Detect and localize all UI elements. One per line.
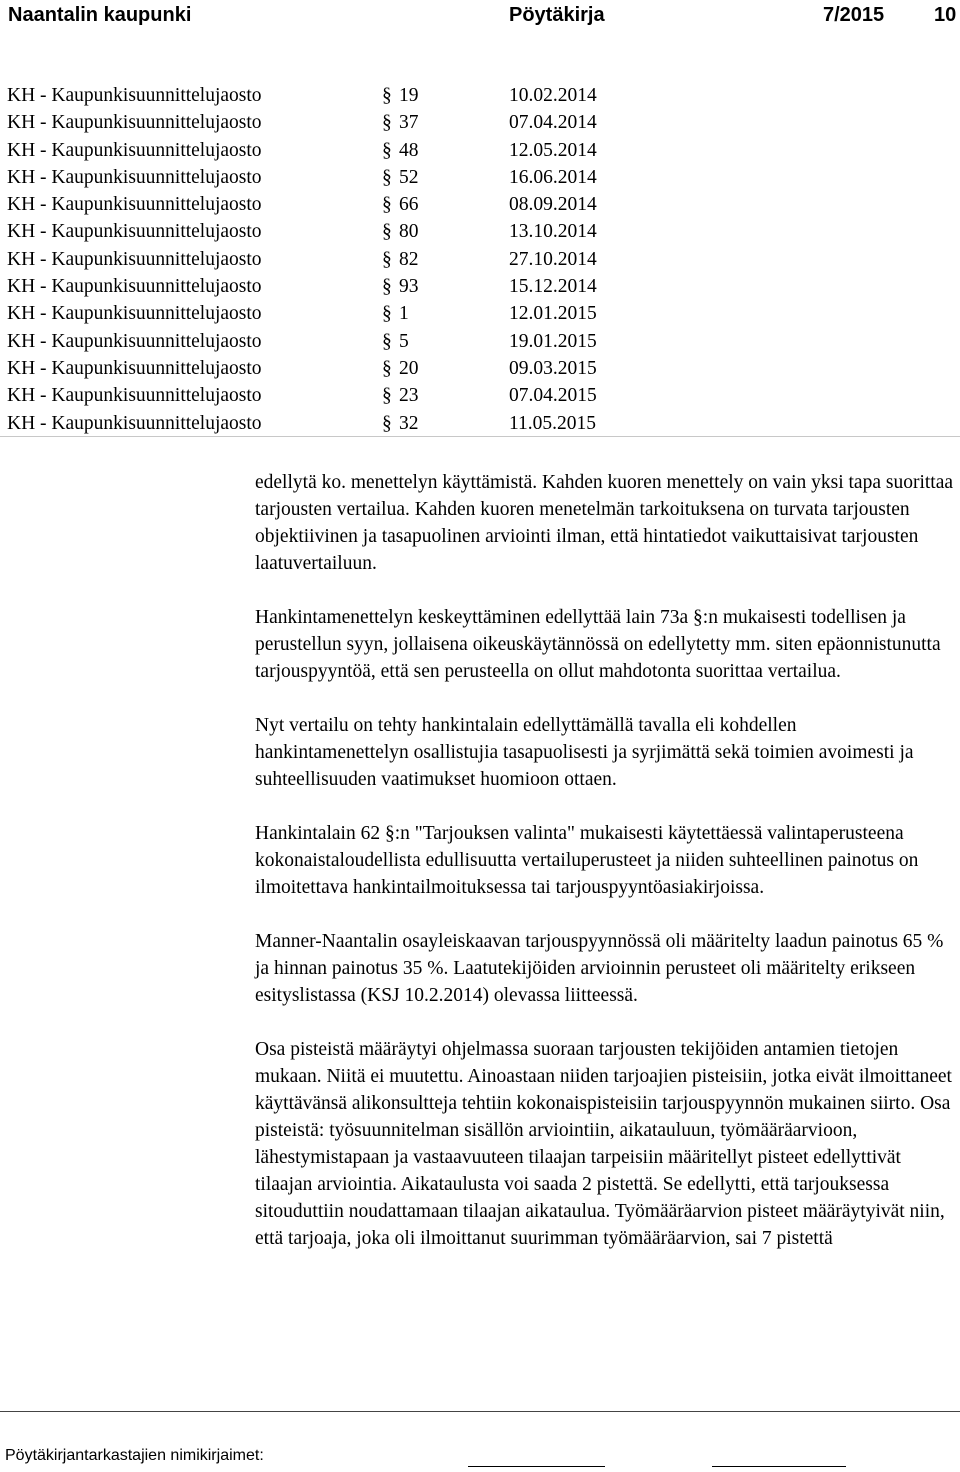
history-row: [0, 191, 960, 218]
signature-line: [712, 1466, 846, 1467]
history-date: 07.04.2014: [509, 112, 597, 134]
section-symbol: §: [382, 303, 392, 325]
section-symbol: §: [382, 194, 392, 216]
section-symbol: §: [382, 139, 392, 161]
history-date: 13.10.2014: [509, 221, 597, 243]
history-date: 19.01.2015: [509, 330, 597, 352]
history-body: KH - Kaupunkisuunnittelujaosto: [7, 276, 262, 298]
history-date: 10.02.2014: [509, 85, 597, 106]
section-symbol: §: [382, 412, 392, 434]
history-row: [0, 109, 960, 136]
history-date: 16.06.2014: [509, 166, 597, 188]
history-row: [0, 246, 960, 273]
section-symbol: §: [382, 276, 392, 298]
paragraph: Manner-Naantalin osayleiskaavan tarjouspyynnössä oli määritelty laadun painotus 65 % ja hinnan painotus 35 %. Laatutekijöiden arvioinnin perusteet oli määritelty erikseen esityslistassa (KSJ 10.2.2014) olevassa liitteessä.: [255, 931, 944, 1006]
history-section-number: 32: [399, 412, 419, 434]
signature-label: Pöytäkirjantarkastajien nimikirjaimet:: [5, 1447, 264, 1464]
history-row: [0, 355, 960, 382]
history-section-number: 5: [399, 330, 409, 352]
history-body: KH - Kaupunkisuunnittelujaosto: [7, 166, 262, 188]
history-row: [0, 137, 960, 164]
history-date: 15.12.2014: [509, 276, 597, 298]
processing-history: [0, 82, 960, 437]
minutes-body: [255, 469, 955, 1279]
history-divider: [0, 436, 960, 437]
section-symbol: §: [382, 385, 392, 407]
history-body: KH - Kaupunkisuunnittelujaosto: [7, 357, 262, 379]
page-number: 10: [934, 4, 957, 26]
section-symbol: §: [382, 112, 392, 134]
history-row: [0, 273, 960, 300]
signature-line: [468, 1466, 605, 1467]
history-section-number: 80: [399, 221, 419, 243]
section-symbol: §: [382, 248, 392, 270]
history-row: [0, 218, 960, 245]
section-symbol: §: [382, 85, 392, 106]
history-row: [0, 382, 960, 409]
paragraph: edellytä ko. menettelyn käyttämistä. Kahden kuoren menettely on vain yksi tapa suorittaa tarjousten vertailua. Kahden kuoren menetelmän tarkoituksena on turvata tarjousten objektiivinen ja tasapuolinen arviointi ilman, että hintatiedot vaikuttaisivat tarjousten laatuvertailuun.: [255, 472, 954, 574]
history-date: 12.01.2015: [509, 303, 597, 325]
history-body: KH - Kaupunkisuunnittelujaosto: [7, 330, 262, 352]
paragraph: Osa pisteistä määräytyi ohjelmassa suoraan tarjousten tekijöiden antamien tietojen mukaan. Niitä ei muutettu. Ainoastaan niiden tarjoajien pisteisiin, jotka eivät ilmoittaneet käyttävänsä alikonsultteja tehtiin kokonaispisteisiin tarjouspyynnön mukainen siirto. Osa pisteistä: työsuunnitelman sisällön arviointiin, aikatauluun, työmääräarvioon, lähestymistapaan ja vastaavuuteen tilaajan tarpeisiin määritellyt pisteet edellyttivät tilaajan arviointia. Aikataulusta voi saada 2 pistettä. Se edellytti, että tarjouksessa sitouduttiin noudattamaan tilaajan aikataulua. Työmääräarvion pisteet määräytyivät niin, että tarjoaja, joka oli ilmoittanut suurimman työmääräarvion, sai 7 pistettä: [255, 1039, 952, 1249]
history-section-number: 48: [399, 139, 419, 161]
history-row: [0, 164, 960, 191]
section-symbol: §: [382, 330, 392, 352]
history-body: KH - Kaupunkisuunnittelujaosto: [7, 194, 262, 216]
history-section-number: 19: [399, 85, 419, 106]
section-symbol: §: [382, 166, 392, 188]
history-date: 09.03.2015: [509, 357, 597, 379]
organization-name: Naantalin kaupunki: [8, 4, 192, 26]
paragraph: Hankintalain 62 §:n "Tarjouksen valinta" mukaisesti käytettäessä valintaperusteena kokonaistaloudellista edullisuutta vertailuperusteet ja niiden suhteellinen painotus on ilmoitettava hankintailmoituksessa tai tarjouspyyntöasiakirjoissa.: [255, 823, 919, 898]
history-section-number: 93: [399, 276, 419, 298]
history-date: 27.10.2014: [509, 248, 597, 270]
history-body: KH - Kaupunkisuunnittelujaosto: [7, 221, 262, 243]
history-row: [0, 328, 960, 355]
history-row: [0, 82, 960, 109]
section-symbol: §: [382, 221, 392, 243]
history-body: KH - Kaupunkisuunnittelujaosto: [7, 85, 262, 106]
footer-divider: [0, 1411, 960, 1412]
history-section-number: 23: [399, 385, 419, 407]
history-body: KH - Kaupunkisuunnittelujaosto: [7, 112, 262, 134]
history-body: KH - Kaupunkisuunnittelujaosto: [7, 385, 262, 407]
history-row: [0, 300, 960, 327]
history-section-number: 20: [399, 357, 419, 379]
document-type: Pöytäkirja: [509, 4, 605, 26]
history-section-number: 37: [399, 112, 419, 134]
history-body: KH - Kaupunkisuunnittelujaosto: [7, 303, 262, 325]
history-date: 08.09.2014: [509, 194, 597, 216]
history-date: 11.05.2015: [509, 412, 597, 434]
history-section-number: 66: [399, 194, 419, 216]
history-body: KH - Kaupunkisuunnittelujaosto: [7, 248, 262, 270]
paragraph: Nyt vertailu on tehty hankintalain edellyttämällä tavalla eli kohdellen hankintamenettelyn osallistujia tasapuolisesti ja syrjimättä sekä toimien avoimesti ja suhteellisuuden vaatimukset huomioon ottaen.: [255, 715, 914, 790]
history-date: 07.04.2015: [509, 385, 597, 407]
history-row: [0, 410, 960, 437]
section-symbol: §: [382, 357, 392, 379]
history-section-number: 82: [399, 248, 419, 270]
document-number: 7/2015: [823, 4, 885, 26]
history-body: KH - Kaupunkisuunnittelujaosto: [7, 139, 262, 161]
history-body: KH - Kaupunkisuunnittelujaosto: [7, 412, 262, 434]
page-header: [0, 0, 960, 34]
paragraph: Hankintamenettelyn keskeyttäminen edellyttää lain 73a §:n mukaisesti todellisen ja perustellun syyn, jollaisena oikeuskäytännössä on edellytetty mm. siten epäonnistunutta tarjouspyyntöä, että sen perusteella on ollut mahdotonta suorittaa vertailua.: [255, 607, 941, 682]
history-section-number: 1: [399, 303, 409, 325]
history-date: 12.05.2014: [509, 139, 597, 161]
history-section-number: 52: [399, 166, 419, 188]
